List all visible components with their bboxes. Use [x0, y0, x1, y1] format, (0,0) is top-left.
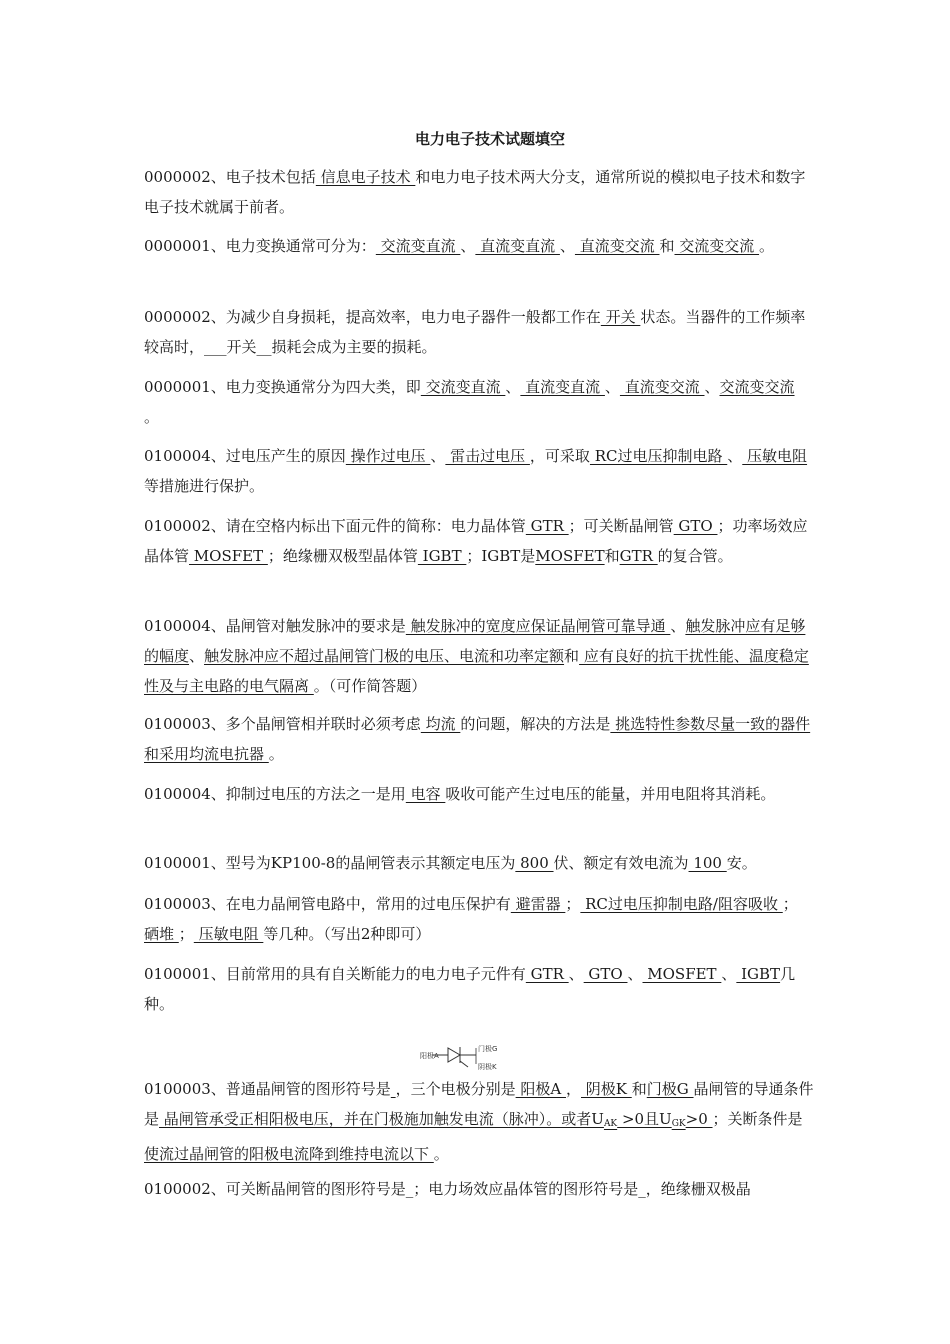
- answer-blank: GTR: [525, 965, 569, 983]
- question-text: 。: [268, 745, 284, 763]
- question-text: ；: [178, 925, 194, 943]
- answer-blank: GTR: [525, 517, 569, 535]
- question-14: [144, 1174, 814, 1204]
- question-text: 、: [430, 447, 446, 465]
- answer-blank: 应有良好的抗干扰性能、温度稳定性及与主电路的电气隔离: [144, 647, 809, 695]
- answer-blank: IGBT: [417, 547, 467, 565]
- question-text: ；: [565, 895, 581, 913]
- question-text: 、: [559, 237, 575, 255]
- question-text: 和: [659, 237, 675, 255]
- question-text: 、: [604, 378, 620, 396]
- answer-blank: 晶闸管承受正相阳极电压，并在门极施加触发电流（脉冲）。或者U: [159, 1110, 604, 1128]
- question-text: 、: [670, 617, 686, 635]
- question-text: 0000002、电子技术包括: [144, 168, 316, 186]
- question-text: 和: [604, 547, 620, 565]
- answer-blank: 100: [688, 854, 727, 872]
- answer-blank: 信息电子技术: [315, 168, 416, 186]
- answer-blank: 避雷器: [510, 895, 566, 913]
- cathode-label: 阴极K: [478, 1063, 497, 1071]
- question-text: 和: [631, 1080, 647, 1098]
- answer-blank: 交流变交流: [719, 378, 795, 396]
- question-text: 、: [727, 447, 743, 465]
- question-text: 0000001、电力变换通常分为四大类，即: [144, 378, 421, 396]
- answer-blank: MOSFET: [535, 547, 605, 565]
- answer-blank: GK: [671, 1119, 686, 1129]
- question-text: 吸收可能产生过电压的能量，并用电阻将其消耗。: [445, 785, 776, 803]
- question-12: [144, 959, 814, 1019]
- thyristor-symbol-icon: [420, 1040, 510, 1074]
- answer-blank: 使流过晶闸管的阳极电流降到维持电流以下: [144, 1145, 434, 1163]
- question-text: 、: [460, 237, 476, 255]
- question-text: 等几种。（写出2种即可）: [263, 925, 431, 943]
- answer-blank: GTR: [619, 547, 658, 565]
- question-text: ；关断条件是: [712, 1110, 803, 1128]
- answer-blank: MOSFET: [642, 965, 722, 983]
- answer-blank: GTO: [583, 965, 628, 983]
- question-text: ；功率场效应晶体管: [144, 517, 808, 565]
- question-text: 0100004、晶闸管对触发脉冲的要求是: [144, 617, 406, 635]
- anode-label: 阳极A: [420, 1052, 439, 1060]
- question-1: [144, 162, 814, 222]
- question-text: 的复合管。: [657, 547, 733, 565]
- question-text: ，可采取: [529, 447, 590, 465]
- document-title: 电力电子技术试题填空: [414, 130, 565, 148]
- answer-blank: 压敏电阻: [742, 447, 808, 465]
- answer-blank: MOSFET: [189, 547, 268, 565]
- answer-blank: 阳极A: [515, 1080, 566, 1098]
- question-text: 、: [721, 965, 737, 983]
- question-3: [144, 302, 814, 362]
- question-9: [144, 779, 814, 809]
- answer-blank: 触发脉冲应不超过晶闸管门极的电压、电流和功率定额: [204, 647, 565, 665]
- answer-blank: 硒堆: [144, 925, 179, 943]
- question-text: 和: [564, 647, 580, 665]
- question-text: 晶闸管的导通条件是: [144, 1080, 814, 1128]
- answer-blank: 门极G: [646, 1080, 694, 1098]
- question-text: 。: [433, 1145, 449, 1163]
- question-text: 。: [759, 237, 775, 255]
- answer-blank: 直流变直流: [475, 237, 560, 255]
- question-text: 0000001、电力变换通常可分为：: [144, 237, 376, 255]
- question-8: [144, 709, 814, 769]
- answer-blank: 阴极K: [581, 1080, 632, 1098]
- question-text: 、: [505, 378, 521, 396]
- answer-blank: RC过电压抑制电路/阻容吸收: [580, 895, 783, 913]
- answer-blank: 均流: [420, 715, 461, 733]
- answer-blank: GTO: [673, 517, 718, 535]
- question-10: [144, 848, 814, 878]
- question-text: ；绝缘栅双极型晶体管: [267, 547, 418, 565]
- question-text: 的问题，解决的方法是: [460, 715, 611, 733]
- question-4: [144, 372, 814, 432]
- answer-blank: 800: [515, 854, 554, 872]
- question-text: 0100004、过电压产生的原因: [144, 447, 346, 465]
- question-text: 0100003、多个晶闸管相并联时必须考虑: [144, 715, 421, 733]
- question-text: ，三个电极分别是: [395, 1080, 516, 1098]
- question-text: 。（可作简答题）: [313, 677, 427, 695]
- question-text: 等措施进行保护。: [144, 477, 265, 495]
- question-2: [144, 231, 814, 261]
- answer-blank: AK: [603, 1119, 618, 1129]
- question-text: 0100001、目前常用的具有自关断能力的电力电子元件有: [144, 965, 526, 983]
- question-5: [144, 441, 814, 501]
- question-text: 0100004、抑制过电压的方法之一是用: [144, 785, 406, 803]
- question-text: 0100003、普通晶闸管的图形符号是: [144, 1080, 391, 1098]
- answer-blank: 挑选特性参数尽量一致的器件和采用均流电抗器: [144, 715, 811, 763]
- question-text: ，: [565, 1080, 581, 1098]
- question-text: 0100003、在电力晶闸管电路中，常用的过电压保护有: [144, 895, 511, 913]
- answer-blank: 交流变交流: [674, 237, 760, 255]
- answer-blank: 直流变交流: [619, 378, 705, 396]
- question-text: 伏、额定有效电流为: [553, 854, 689, 872]
- answer-blank: >0且U: [617, 1110, 672, 1128]
- answer-blank: 交流变直流: [375, 237, 461, 255]
- answer-blank: 电容: [405, 785, 446, 803]
- question-text: 状态。当器件的工作频率较高时，___开关__损耗会成为主要的损耗。: [144, 308, 806, 356]
- question-text: 。: [144, 408, 160, 426]
- question-text: ；可关断晶闸管: [568, 517, 674, 535]
- question-11: [144, 889, 814, 949]
- question-text: 0100002、可关断晶闸管的图形符号是_；电力场效应晶体管的图形符号是_，绝缘栅双极晶: [144, 1180, 751, 1198]
- answer-blank: 触发脉冲应有足够的幅度: [144, 617, 806, 665]
- question-text: 、: [568, 965, 584, 983]
- answer-blank: 交流变直流: [420, 378, 506, 396]
- answer-blank: 开关: [600, 308, 641, 326]
- gate-label: 门极G: [478, 1045, 498, 1053]
- answer-blank: 操作过电压: [345, 447, 431, 465]
- answer-blank: >0: [685, 1110, 713, 1128]
- question-text: 0100002、请在空格内标出下面元件的简称：电力晶体管: [144, 517, 526, 535]
- question-text: 和电力电子技术两大分支，通常所说的模拟电子技术和数字电子技术就属于前者。: [144, 168, 806, 216]
- question-text: 安。: [726, 854, 757, 872]
- question-text: 0000002、为减少自身损耗，提高效率，电力电子器件一般都工作在: [144, 308, 601, 326]
- question-text: 、: [189, 647, 205, 665]
- question-text: ；IGBT是: [466, 547, 536, 565]
- question-13: [144, 1074, 814, 1169]
- question-6: [144, 511, 814, 571]
- question-7: [144, 611, 814, 701]
- question-text: 几种。: [144, 965, 796, 1013]
- answer-blank: 触发脉冲的宽度应保证晶闸管可靠导通: [405, 617, 671, 635]
- answer-blank: 压敏电阻: [193, 925, 264, 943]
- answer-blank: RC过电压抑制电路: [589, 447, 728, 465]
- answer-blank: 直流变直流: [520, 378, 605, 396]
- question-text: 、: [627, 965, 643, 983]
- question-text: ；: [782, 895, 798, 913]
- question-text: 、: [704, 378, 720, 396]
- question-text: 0100001、型号为KP100-8的晶闸管表示其额定电压为: [144, 854, 516, 872]
- answer-blank: 直流变交流: [574, 237, 660, 255]
- answer-blank: 雷击过电压: [445, 447, 530, 465]
- answer-blank: IGBT: [736, 965, 781, 983]
